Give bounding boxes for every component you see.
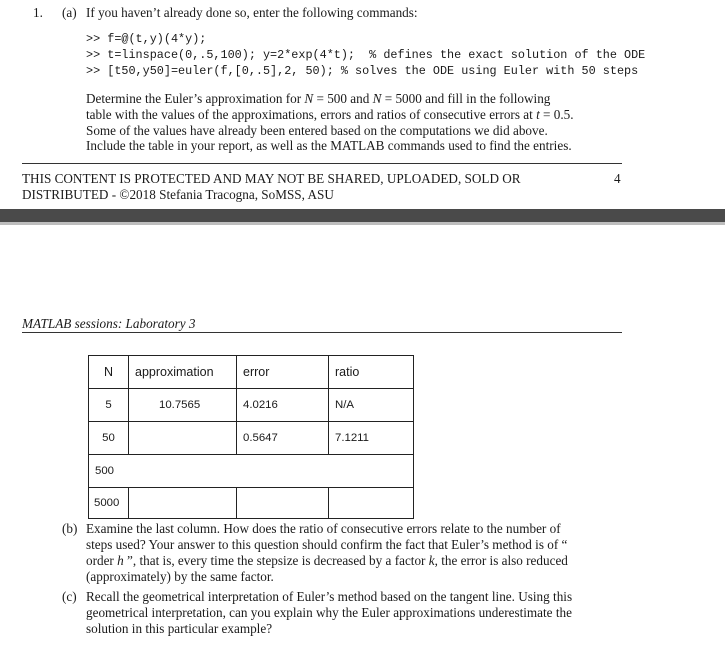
footer-rule (22, 163, 622, 164)
instructions-line-4: Include the table in your report, as well as the MATLAB commands used to find the entries. (86, 138, 572, 153)
cell-error: 4.0216 (237, 389, 329, 422)
running-header: MATLAB sessions: Laboratory 3 (22, 316, 196, 331)
part-b-line-4: (approximately) by the same factor. (86, 569, 274, 584)
header-n: N (89, 356, 129, 389)
part-b-line-3: order h ”, that is, every time the stepsize is decreased by a factor k, the error is also reduced (86, 553, 568, 568)
header-approximation: approximation (129, 356, 237, 389)
table-row (89, 488, 414, 519)
footer-notice-line-2: DISTRIBUTED - ©2018 Stefania Tracogna, SoMSS, ASU (22, 187, 334, 202)
part-c-line-1: Recall the geometrical interpretation of Euler’s method based on the tangent line. Using this (86, 589, 573, 604)
command-line-3: >> [t50,y50]=euler(f,[0,.5],2, 50); % solves the ODE using Euler with 50 steps (86, 64, 639, 78)
instructions-line-1: Determine the Euler’s approximation for N = 500 and N = 5000 and fill in the following (86, 91, 551, 106)
cell-n: 5000 (89, 488, 129, 519)
table-row (89, 455, 414, 488)
table-row (89, 422, 414, 455)
problem-number: 1. (33, 5, 43, 20)
part-b-label: (b) (62, 521, 78, 536)
header-error: error (237, 356, 329, 389)
cell-ratio: 7.1211 (329, 422, 414, 455)
cell-approximation (129, 488, 237, 519)
cell-error: 0.5647 (237, 422, 329, 455)
part-a-intro: If you haven’t already done so, enter the following commands: (86, 5, 418, 20)
cell-approximation: 10.7565 (129, 389, 237, 422)
cell-n: 500 (89, 455, 414, 488)
cell-n: 50 (89, 422, 129, 455)
page-break-bar (0, 209, 725, 222)
part-c-line-2: geometrical interpretation, can you explain why the Euler approximations underestimate the (86, 605, 572, 620)
command-line-1: >> f=@(t,y)(4*y); (86, 32, 207, 46)
part-b-line-1: Examine the last column. How does the ratio of consecutive errors relate to the number of (86, 521, 561, 536)
instructions-line-3: Some of the values have already been entered based on the computations we did above. (86, 123, 548, 138)
command-line-2: >> t=linspace(0,.5,100); y=2*exp(4*t); % defines the exact solution of the ODE (86, 48, 646, 62)
cell-ratio: N/A (329, 389, 414, 422)
part-a-label: (a) (62, 5, 77, 20)
cell-error (237, 488, 329, 519)
header-ratio: ratio (329, 356, 414, 389)
page-number: 4 (614, 171, 621, 186)
cell-n: 5 (89, 389, 129, 422)
table-header-row (89, 356, 414, 389)
table-row (89, 389, 414, 422)
part-c-label: (c) (62, 589, 77, 604)
instructions-line-2: table with the values of the approximations, errors and ratios of consecutive errors at t = 0.5. (86, 107, 574, 122)
cell-approximation (129, 422, 237, 455)
page-break-shadow (0, 222, 725, 225)
results-table (88, 355, 414, 519)
part-c-line-3: solution in this particular example? (86, 621, 273, 636)
header-rule (22, 332, 622, 333)
cell-ratio (329, 488, 414, 519)
footer-notice-line-1: THIS CONTENT IS PROTECTED AND MAY NOT BE SHARED, UPLOADED, SOLD OR (22, 171, 521, 186)
part-b-line-2: steps used? Your answer to this question should confirm the fact that Euler’s method is of “ (86, 537, 568, 552)
